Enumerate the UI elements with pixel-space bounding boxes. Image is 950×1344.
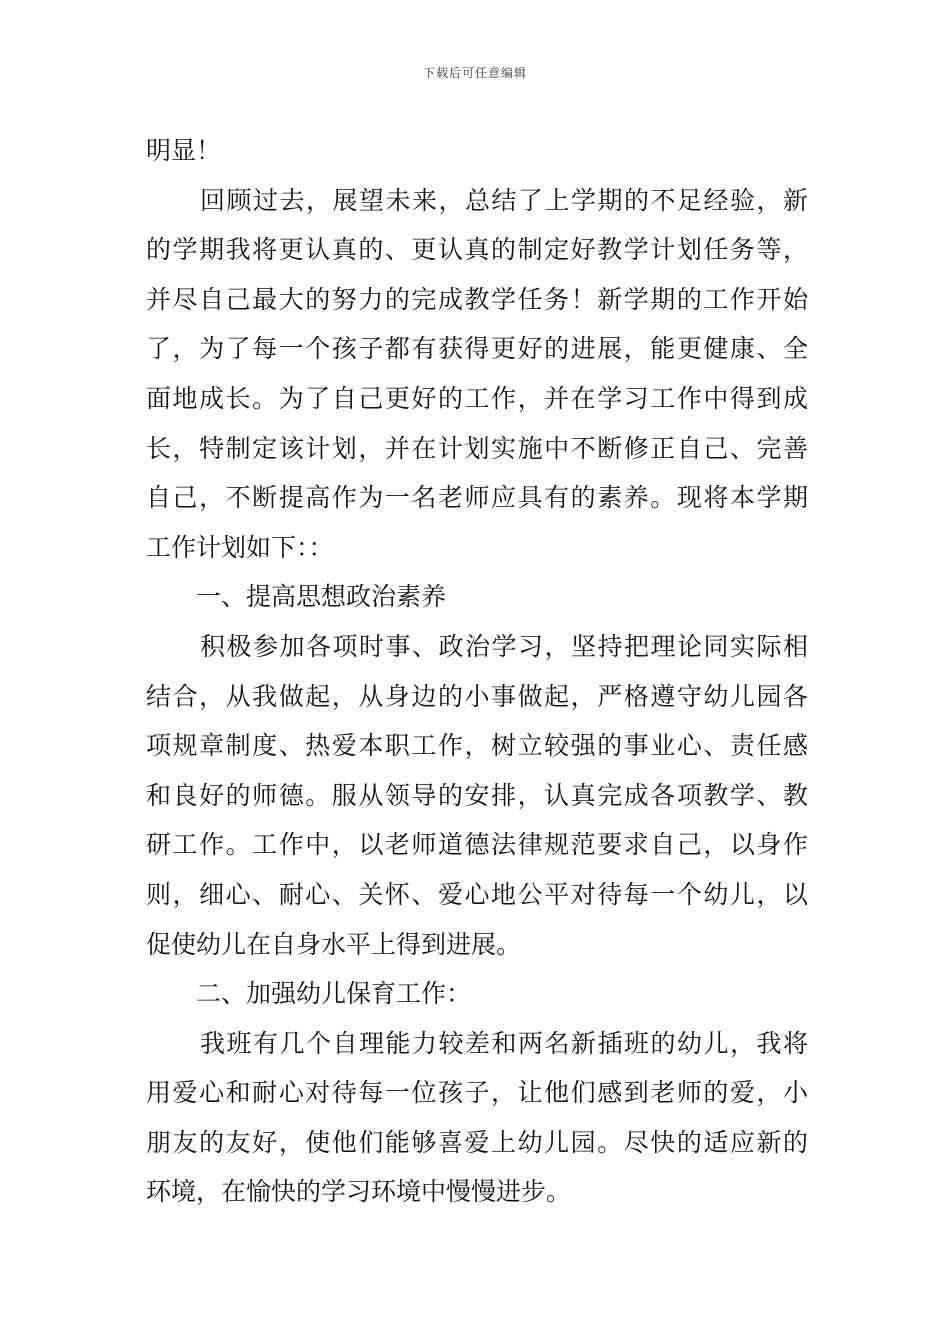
text-line: 自己，不断提高作为一名老师应具有的素养。现将本学期	[146, 483, 808, 513]
text-line: 朋友的友好，使他们能够喜爱上幼儿园。尽快的适应新的	[146, 1127, 808, 1157]
header-text: 下载后可任意编辑	[422, 66, 527, 80]
section-heading: 二、加强幼儿保育工作：	[196, 979, 472, 1009]
text-line: 结合，从我做起，从身边的小事做起，严格遵守幼儿园各	[146, 681, 808, 711]
text-line: 积极参加各项时事、政治学习，坚持把理论同实际相	[200, 631, 808, 661]
text-line: 和良好的师德。服从领导的安排，认真完成各项教学、教	[146, 780, 808, 810]
text-line: 项规章制度、热爱本职工作，树立较强的事业心、责任感	[146, 731, 808, 761]
text-line: 环境，在愉快的学习环境中慢慢进步。	[146, 1177, 572, 1207]
text-line: 并尽自己最大的努力的完成教学任务！新学期的工作开始	[146, 284, 808, 314]
text-line: 促使幼儿在自身水平上得到进展。	[146, 929, 522, 959]
document-body	[146, 126, 808, 1217]
page-header	[0, 64, 950, 81]
text-line: 回顾过去，展望未来，总结了上学期的不足经验，新	[200, 185, 808, 215]
text-line: 的学期我将更认真的、更认真的制定好教学计划任务等，	[146, 235, 808, 265]
text-line: 研工作。工作中，以老师道德法律规范要求自己，以身作	[146, 830, 808, 860]
text-line: 我班有几个自理能力较差和两名新插班的幼儿，我将	[200, 1028, 808, 1058]
text-line: 工作计划如下：：	[146, 532, 334, 562]
text-line: 则，细心、耐心、关怀、爱心地公平对待每一个幼儿，以	[146, 879, 808, 909]
text-line: 长，特制定该计划，并在计划实施中不断修正自己、完善	[146, 433, 808, 463]
section-heading: 一、提高思想政治素养	[196, 582, 447, 612]
text-line: 了，为了每一个孩子都有获得更好的进展，能更健康、全	[146, 334, 808, 364]
text-line: 明显！	[146, 136, 222, 165]
text-line: 用爱心和耐心对待每一位孩子，让他们感到老师的爱，小	[146, 1078, 808, 1108]
text-line: 面地成长。为了自己更好的工作，并在学习工作中得到成	[146, 383, 808, 413]
